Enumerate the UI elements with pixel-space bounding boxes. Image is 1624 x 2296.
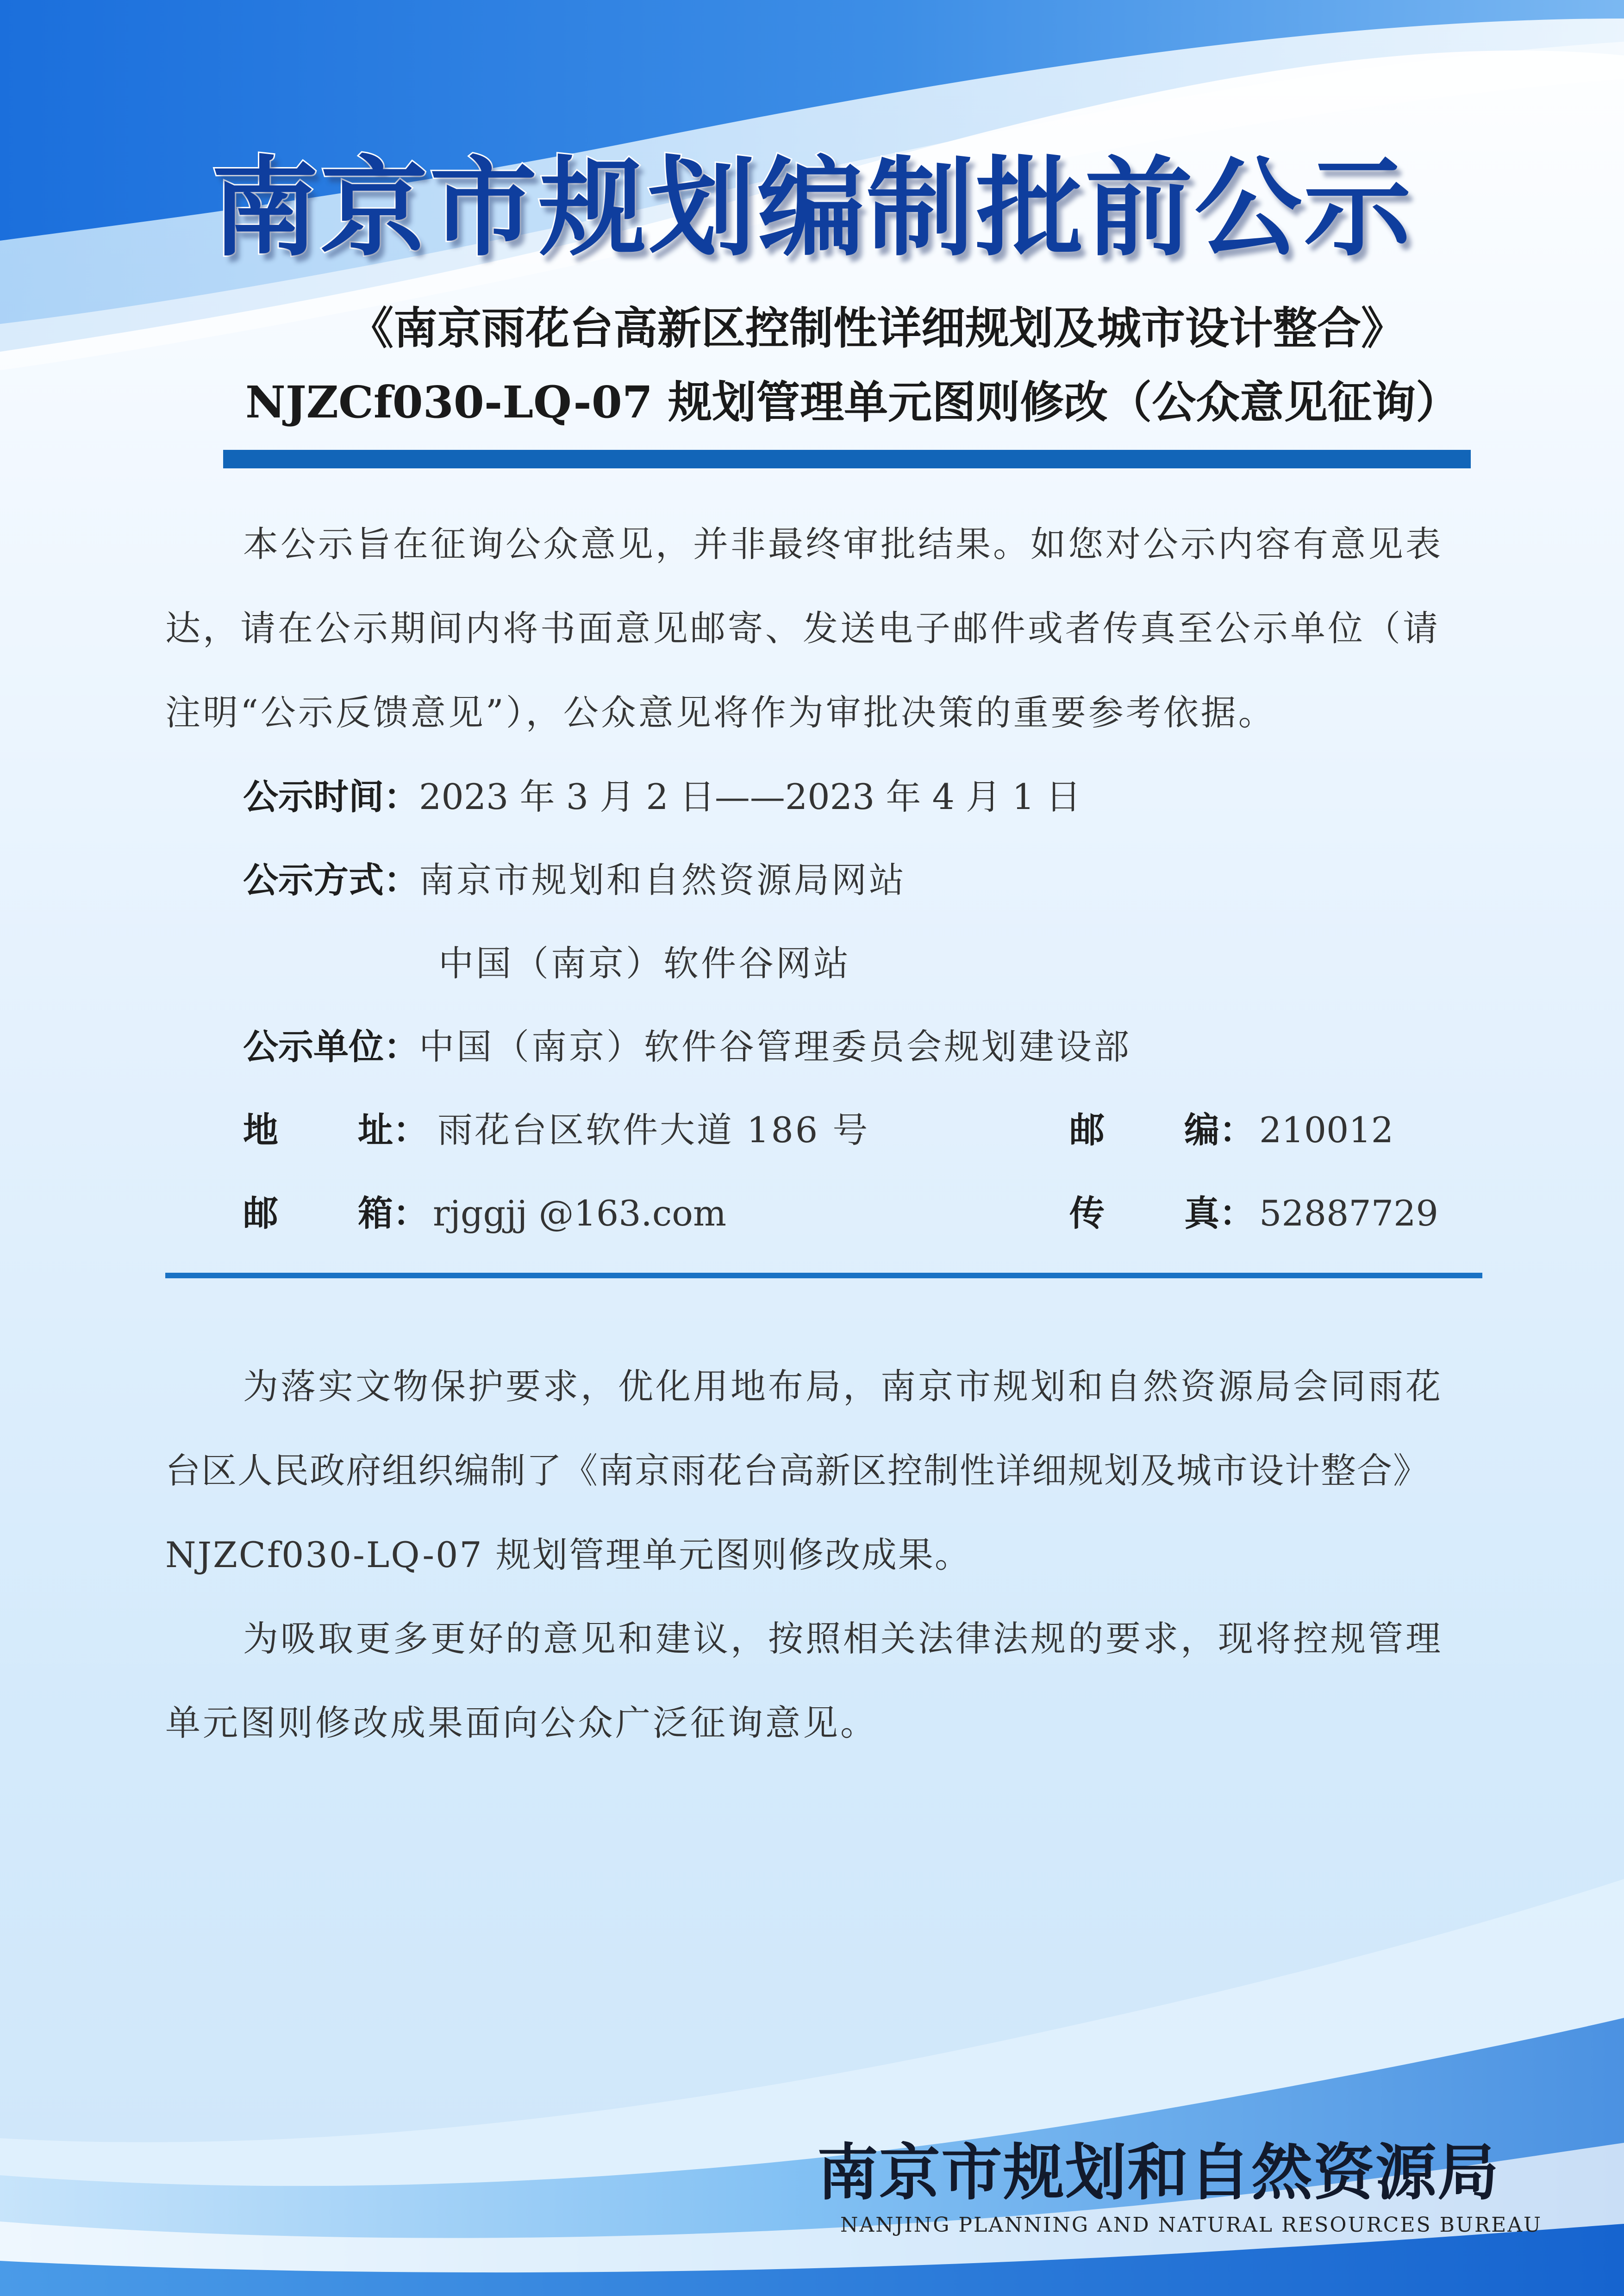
subtitle-project-name: 《南京雨花台高新区控制性详细规划及城市设计整合》 (350, 303, 1405, 354)
email-label: 邮 箱： (243, 1193, 428, 1234)
body-paragraph-1 (165, 1344, 1475, 1597)
info-address-row (243, 1102, 869, 1158)
footer-org-name-en: NANJING PLANNING AND NATURAL RESOURCES BUREAU (840, 2213, 1543, 2237)
time-value: 2023 年 3 月 2 日——2023 年 4 月 1 日 (419, 776, 1081, 817)
info-unit-row (243, 1019, 1131, 1075)
method-label: 公示方式： (243, 859, 419, 901)
body-paragraph-2 (165, 1597, 1475, 1765)
body-p1-line-3: NJZCf030-LQ-07 规划管理单元图则修改成果。 (165, 1534, 971, 1575)
title-divider (223, 450, 1471, 468)
body-p2-line-2: 单元图则修改成果面向公众广泛征询意见。 (165, 1702, 878, 1743)
method-value-1: 南京市规划和自然资源局网站 (419, 859, 906, 901)
method-value-2: 中国（南京）软件谷网站 (438, 943, 851, 984)
notice-line-2: 达，请在公示期间内将书面意见邮寄、发送电子邮件或者传真至公示单位（请 (165, 608, 1440, 649)
info-method-row (243, 852, 906, 908)
notice-paragraph (165, 502, 1475, 755)
fax-label: 传 真： (1069, 1193, 1255, 1234)
info-email-row (243, 1186, 726, 1241)
fax-value: 52887729 (1259, 1193, 1438, 1234)
notice-line-1: 本公示旨在征询公众意见，并非最终审批结果。如您对公示内容有意见表 (243, 523, 1443, 565)
subtitle-unit-revision: NJZCf030-LQ-07 规划管理单元图则修改（公众意见征询） (245, 377, 1460, 428)
body-p1-line-1: 为落实文物保护要求，优化用地布局，南京市规划和自然资源局会同雨花 (243, 1366, 1443, 1407)
unit-value: 中国（南京）软件谷管理委员会规划建设部 (419, 1026, 1131, 1067)
info-fax-row (1069, 1186, 1438, 1241)
section-divider (165, 1273, 1482, 1278)
email-value: rjggjj @163.com (433, 1193, 727, 1234)
unit-label: 公示单位： (243, 1026, 419, 1067)
time-label: 公示时间： (243, 776, 419, 817)
body-p2-line-1: 为吸取更多更好的意见和建议，按照相关法律法规的要求，现将控规管理 (243, 1618, 1443, 1659)
body-p1-line-2: 台区人民政府组织编制了《南京雨花台高新区控制性详细规划及城市设计整合》 (165, 1450, 1429, 1491)
notice-line-3: 注明“公示反馈意见”），公众意见将作为审批决策的重要参考依据。 (165, 692, 1276, 733)
info-time-row (243, 769, 1081, 825)
address-label: 地 址： (243, 1109, 428, 1151)
postcode-value: 210012 (1259, 1109, 1394, 1151)
info-postcode-row (1069, 1102, 1393, 1158)
postcode-label: 邮 编： (1069, 1109, 1255, 1151)
main-title: 南京市规划编制批前公示 (211, 146, 1413, 271)
footer-org-name-cn: 南京市规划和自然资源局 (817, 2137, 1499, 2209)
address-value: 雨花台区软件大道 186 号 (437, 1109, 870, 1151)
